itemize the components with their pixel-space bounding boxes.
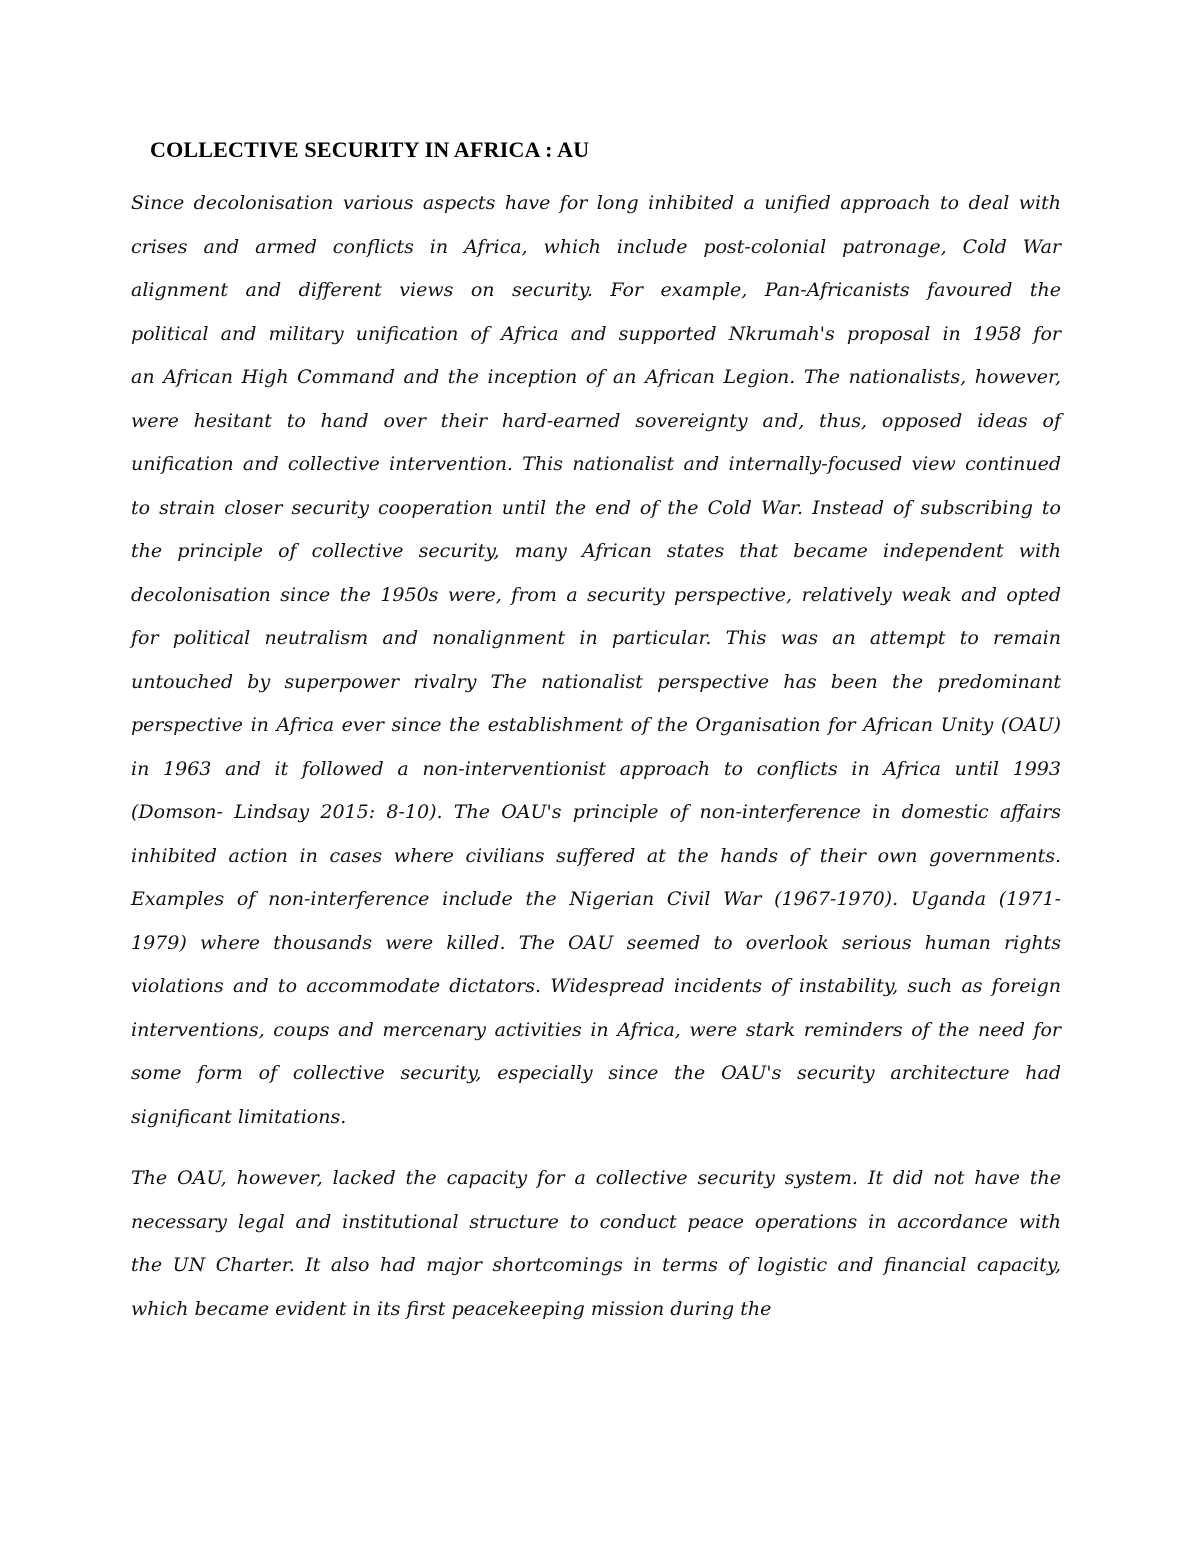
paragraph-line: alignment and different views on security. For example, Pan-Africanists favoured the bbox=[131, 279, 1061, 301]
paragraph-line: The OAU, however, lacked the capacity for a collective security system. It did not have the bbox=[131, 1167, 1061, 1189]
paragraph-line: significant limitations. bbox=[131, 1105, 347, 1128]
paragraph-line: untouched by superpower rivalry The nationalist perspective has been the predominant bbox=[131, 670, 1061, 693]
paragraph-line: 1979) where thousands were killed. The OAU seemed to overlook serious human rights bbox=[131, 931, 1061, 954]
paragraph-line: Examples of non-interference include the Nigerian Civil War (1967-1970). Uganda (1971- bbox=[131, 888, 1061, 910]
paragraph-line: violations and to accommodate dictators. Widespread incidents of instability, such as foreign bbox=[131, 975, 1061, 997]
paragraph-2 bbox=[131, 1157, 1061, 1331]
paragraph-line: the UN Charter. It also had major shortcomings in terms of logistic and financial capacity, bbox=[131, 1254, 1061, 1276]
paragraph-line: inhibited action in cases where civilians suffered at the hands of their own governments. bbox=[131, 844, 1061, 867]
paragraph-line: Since decolonisation various aspects have for long inhibited a unified approach to deal with bbox=[131, 192, 1061, 214]
paragraph-line: unification and collective intervention. This nationalist and internally-focused view continued bbox=[131, 453, 1061, 475]
paragraph-line: which became evident in its first peacekeeping mission during the bbox=[131, 1297, 772, 1320]
paragraph-line: interventions, coups and mercenary activities in Africa, were stark reminders of the need for bbox=[131, 1018, 1061, 1041]
paragraph-line: decolonisation since the 1950s were, from a security perspective, relatively weak and opted bbox=[131, 583, 1061, 606]
paragraph-line: some form of collective security, especially since the OAU's security architecture had bbox=[131, 1062, 1061, 1084]
paragraph-line: perspective in Africa ever since the establishment of the Organisation for African Unity (OAU) bbox=[131, 714, 1061, 736]
paragraph-line: political and military unification of Africa and supported Nkrumah's proposal in 1958 for bbox=[131, 322, 1061, 345]
paragraph-line: crises and armed conflicts in Africa, which include post-colonial patronage, Cold War bbox=[131, 235, 1061, 258]
paragraph-1 bbox=[131, 182, 1061, 1139]
paragraph-line: were hesitant to hand over their hard-earned sovereignty and, thus, opposed ideas of bbox=[131, 409, 1061, 432]
paragraph-line: for political neutralism and nonalignment in particular. This was an attempt to remain bbox=[131, 627, 1061, 649]
paragraph-line: necessary legal and institutional structure to conduct peace operations in accordance with bbox=[131, 1210, 1061, 1233]
paragraph-line: the principle of collective security, many African states that became independent with bbox=[131, 540, 1061, 562]
paragraph-line: in 1963 and it followed a non-interventionist approach to conflicts in Africa until 1993 bbox=[131, 757, 1061, 780]
document-title: COLLECTIVE SECURITY IN AFRICA : AU bbox=[150, 137, 590, 162]
paragraph-line: to strain closer security cooperation until the end of the Cold War. Instead of subscribing to bbox=[131, 496, 1061, 519]
paragraph-line: (Domson- Lindsay 2015: 8-10). The OAU's principle of non-interference in domestic affairs bbox=[131, 801, 1061, 823]
paragraph-line: an African High Command and the inception of an African Legion. The nationalists, however, bbox=[131, 366, 1061, 388]
